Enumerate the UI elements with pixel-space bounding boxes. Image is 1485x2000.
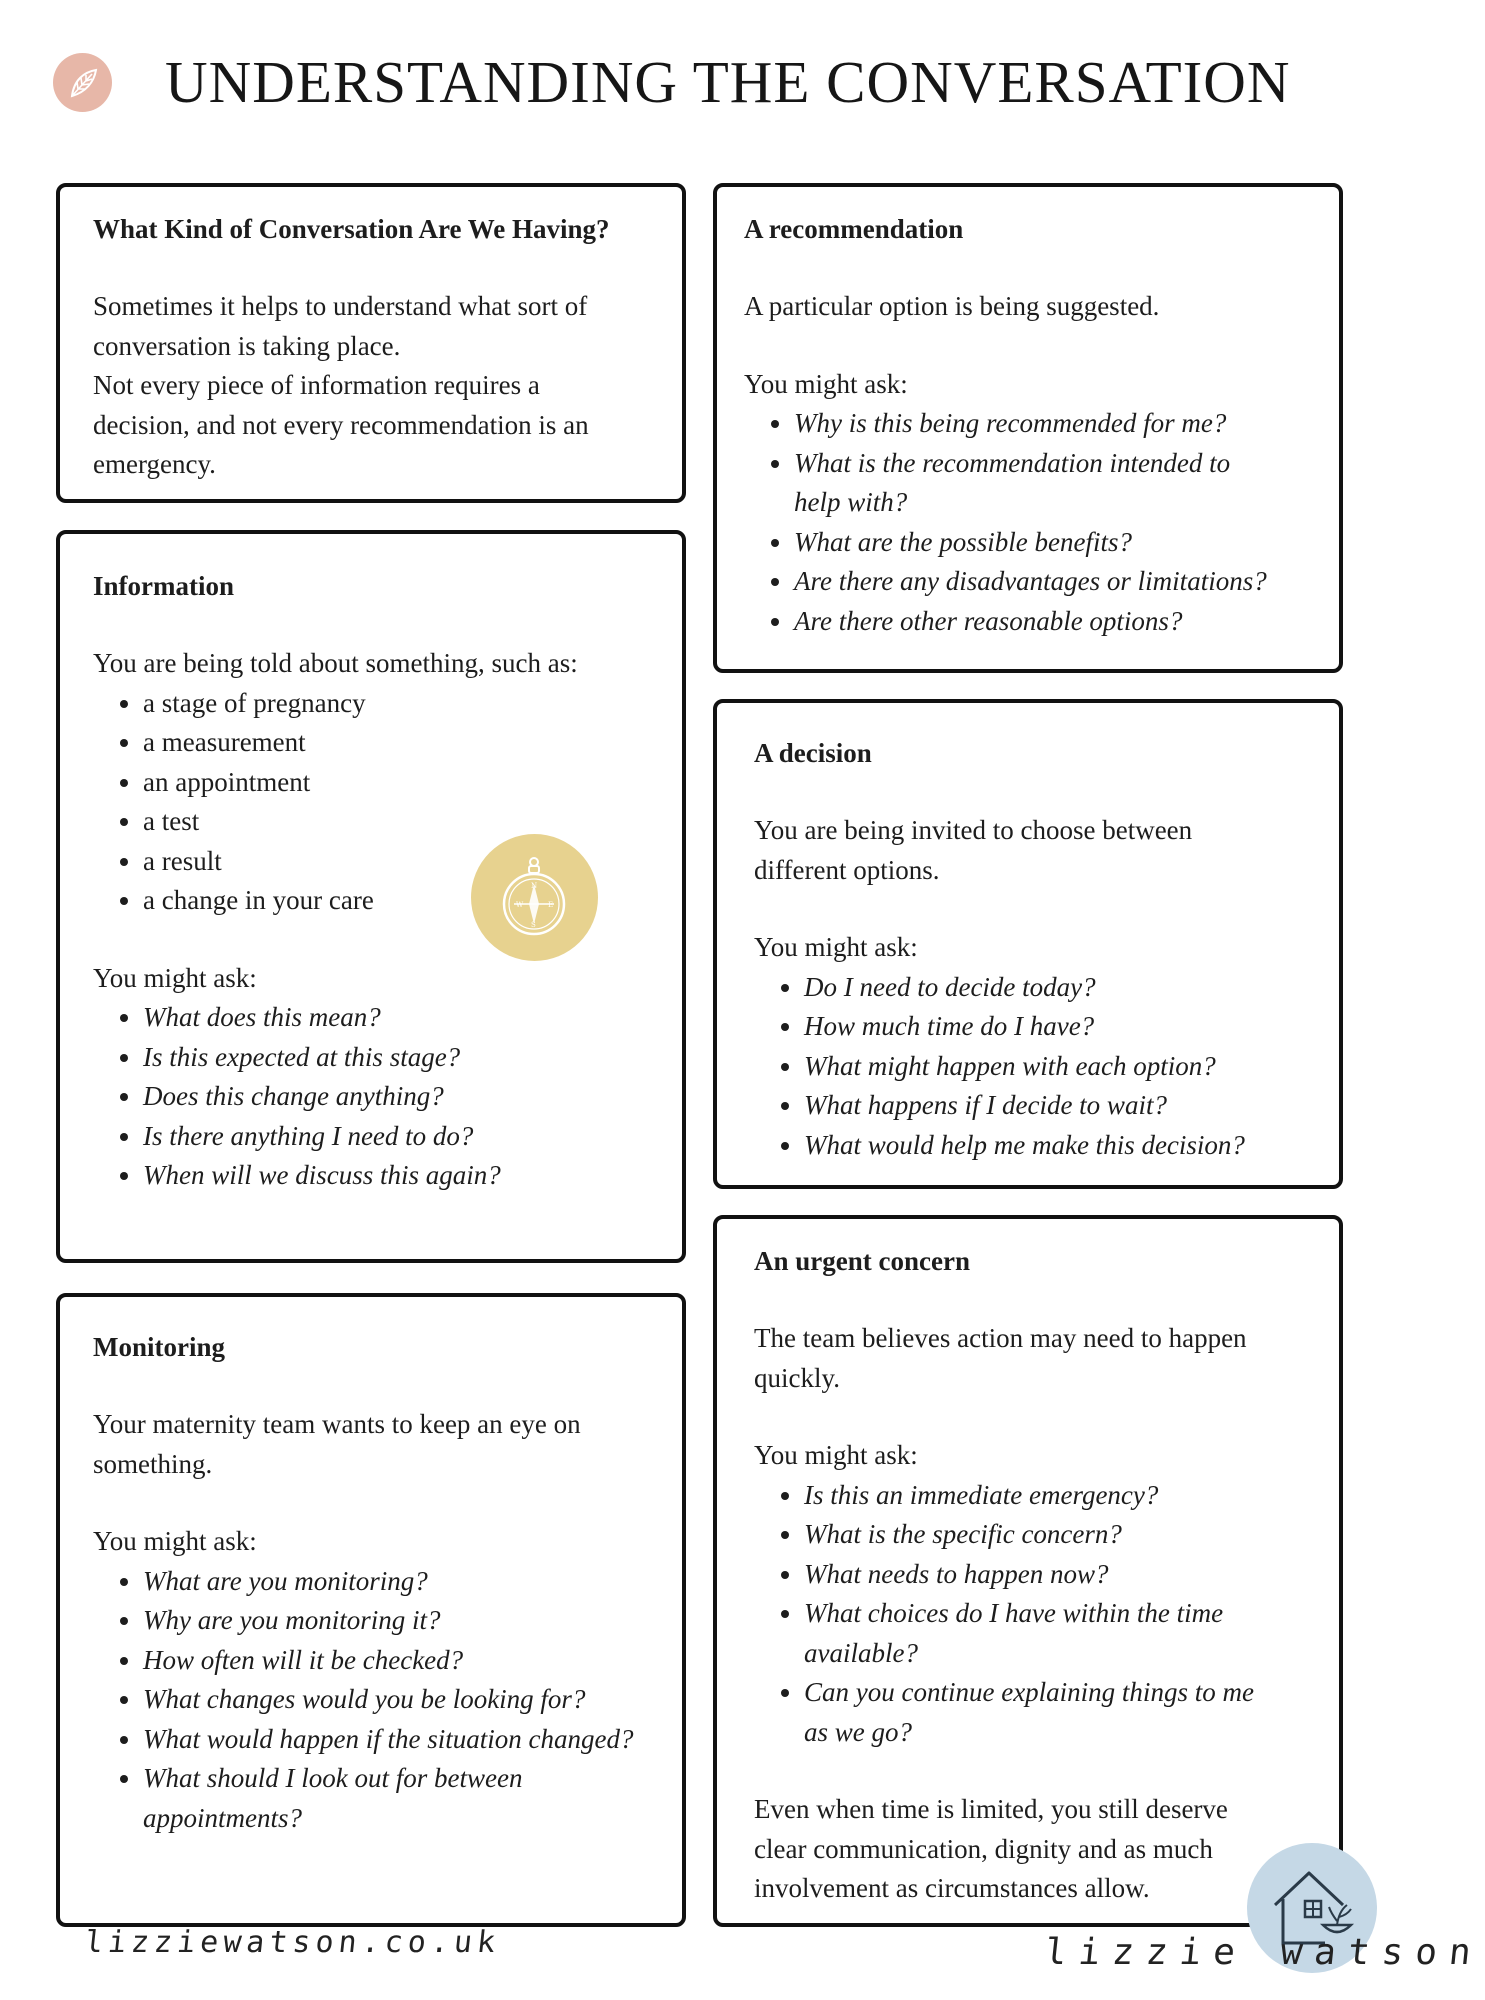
question-list: [93, 1562, 652, 1839]
svg-text:E: E: [548, 901, 554, 909]
ask-label: You might ask:: [93, 962, 257, 993]
website-signature: lizziewatson.co.uk: [83, 1925, 502, 1960]
body-line: Not every piece of information requires a: [93, 370, 540, 400]
card-heading: A decision: [754, 738, 872, 768]
body-line: decision, and not every recommendation is an: [93, 409, 589, 440]
question-item: • What are you monitoring?: [143, 1562, 652, 1602]
question-item: • How often will it be checked?: [143, 1641, 652, 1681]
list-item: • a result: [143, 842, 652, 882]
question-item: • Is this expected at this stage?: [143, 1038, 652, 1078]
question-item: • What changes would you be looking for?: [143, 1680, 652, 1720]
question-item: • What does this mean?: [143, 998, 652, 1038]
intro-text: The team believes action may need to happen: [754, 1323, 1247, 1353]
question-list: [754, 968, 1309, 1166]
question-item: • Are there other reasonable options?: [794, 602, 1309, 642]
page-title: UNDERSTANDING THE CONVERSATION: [165, 49, 1291, 115]
question-item: • What happens if I decide to wait?: [804, 1086, 1309, 1126]
closing-text: Even when time is limited, you still deserve: [754, 1794, 1228, 1824]
body-line: conversation is taking place.: [93, 330, 401, 361]
question-item: • What might happen with each option?: [804, 1047, 1309, 1087]
question-item: • What would happen if the situation changed?: [143, 1720, 652, 1760]
question-item: • Why are you monitoring it?: [143, 1601, 652, 1641]
card-monitoring: [56, 1293, 686, 1927]
leaf-icon: [64, 64, 102, 102]
intro-text: You are being told about something, such as:: [93, 648, 578, 678]
body-line: emergency.: [93, 449, 216, 479]
question-item: • Can you continue explaining things to me as we go?: [804, 1673, 1274, 1752]
question-list: [93, 998, 652, 1196]
list-item: • a change in your care: [143, 881, 652, 921]
question-item: • Is this an immediate emergency?: [804, 1476, 1309, 1516]
question-item: • What choices do I have within the time available?: [804, 1594, 1224, 1673]
list-item: • an appointment: [143, 763, 652, 803]
card-urgent-concern: [713, 1215, 1343, 1927]
question-item: • What should I look out for between appointments?: [143, 1759, 543, 1838]
ask-label: You might ask:: [744, 368, 908, 399]
ask-label: You might ask:: [754, 1440, 918, 1470]
intro-text: Your maternity team wants to keep an eye on: [93, 1409, 581, 1439]
list-item: • a measurement: [143, 723, 652, 763]
card-heading: A recommendation: [744, 214, 964, 244]
author-signature: lizzie watson: [1042, 1932, 1485, 1973]
svg-text:N: N: [531, 882, 538, 890]
question-item: • What are the possible benefits?: [794, 523, 1309, 563]
question-item: • When will we discuss this again?: [143, 1156, 652, 1196]
card-recommendation: [713, 183, 1343, 673]
question-item: • Why is this being recommended for me?: [794, 404, 1309, 444]
question-item: • Is there anything I need to do?: [143, 1117, 652, 1157]
question-item: • Are there any disadvantages or limitations?: [794, 562, 1309, 602]
question-item: • Does this change anything?: [143, 1077, 652, 1117]
card-heading: Information: [93, 571, 234, 601]
question-item: • Do I need to decide today?: [804, 968, 1309, 1008]
card-heading: An urgent concern: [754, 1246, 970, 1276]
list-item: • a stage of pregnancy: [143, 684, 652, 724]
intro-text: You are being invited to choose between: [754, 815, 1193, 845]
card-decision: [713, 699, 1343, 1189]
card-conversation-kind: [56, 183, 686, 503]
question-item: • What is the specific concern?: [804, 1515, 1309, 1555]
svg-text:S: S: [531, 921, 536, 929]
card-heading: What Kind of Conversation Are We Having?: [93, 214, 610, 244]
compass-icon: [471, 834, 598, 961]
body-line: Sometimes it helps to understand what sort of: [93, 291, 588, 321]
logo: [53, 53, 112, 112]
compass-badge: [471, 834, 598, 961]
intro-text: different options.: [754, 854, 940, 885]
card-heading: Monitoring: [93, 1332, 225, 1362]
question-list: [754, 1476, 1309, 1753]
list-item: • a test: [143, 802, 652, 842]
question-item: • What would help me make this decision?: [804, 1126, 1309, 1166]
intro-text: A particular option is being suggested.: [744, 291, 1160, 321]
intro-text: quickly.: [754, 1362, 840, 1393]
closing-text: involvement as circumstances allow.: [754, 1873, 1150, 1903]
closing-text: clear communication, dignity and as much: [754, 1833, 1213, 1864]
question-item: • How much time do I have?: [804, 1007, 1309, 1047]
question-item: • What is the recommendation intended to help with?: [794, 444, 1274, 523]
question-list: [744, 404, 1309, 641]
ask-label: You might ask:: [93, 1526, 257, 1556]
intro-text: something.: [93, 1448, 213, 1479]
ask-label: You might ask:: [754, 932, 918, 962]
svg-text:W: W: [516, 901, 524, 909]
question-item: • What needs to happen now?: [804, 1555, 1309, 1595]
